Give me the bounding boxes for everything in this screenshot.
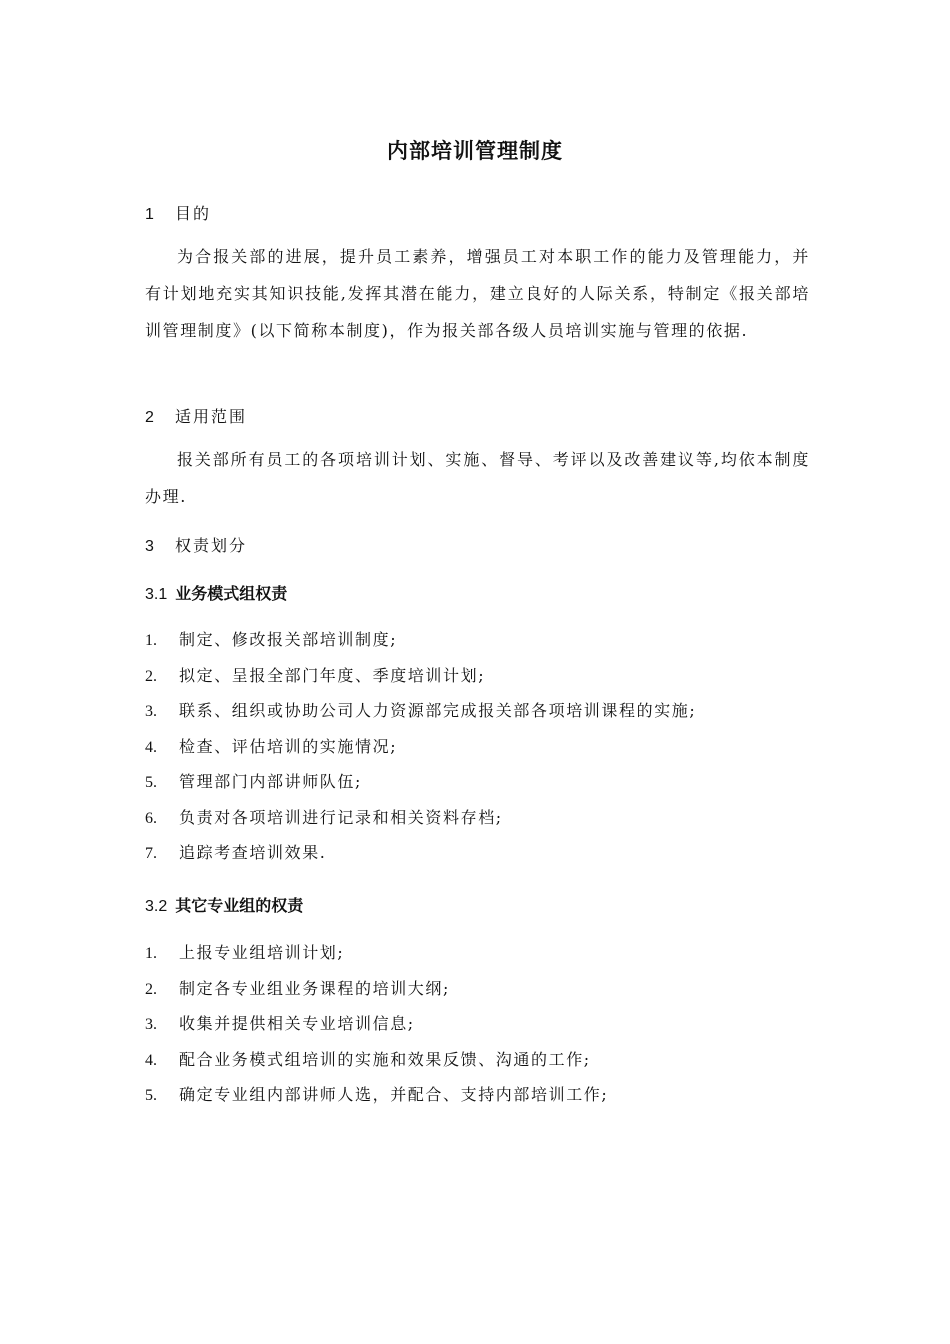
section-title: 适用范围 — [175, 407, 248, 426]
section-3-heading — [145, 533, 247, 556]
list-item — [145, 1082, 608, 1118]
list-item-text: 联系、组织或协助公司人力资源部完成报关部各项培训课程的实施; — [179, 701, 697, 720]
list-item-number: 6. — [145, 809, 157, 827]
list-item — [145, 805, 696, 841]
list-item-number: 2. — [145, 980, 157, 998]
section-2-body — [145, 441, 810, 515]
list-item-text: 负责对各项培训进行记录和相关资料存档; — [179, 807, 503, 827]
section-2-heading — [145, 404, 247, 427]
list-item-number: 4. — [145, 1051, 157, 1069]
list-item-text: 制定、修改报关部培训制度; — [179, 630, 398, 649]
paragraph: 为合报关部的进展，提升员工素养，增强员工对本职工作的能力及管理能力，并有计划地充实其知识技能,发挥其潜在能力，建立良好的人际关系，特制定《报关部培训管理制度》(以下简称本制度)，作为报关部各级人员培训实施与管理的依据. — [145, 247, 810, 340]
list-item-number: 5. — [145, 1087, 157, 1104]
list-item — [145, 1047, 608, 1083]
section-1-heading — [145, 201, 211, 224]
section-number: 1 — [145, 206, 154, 223]
subsection-number: 3.2 — [145, 898, 168, 915]
subsection-3-1-heading — [145, 581, 287, 604]
list-item-text: 配合业务模式组培训的实施和效果反馈、沟通的工作; — [179, 1049, 591, 1069]
document-title: 内部培训管理制度 — [387, 139, 563, 163]
subsection-title: 业务模式组权责 — [175, 584, 288, 603]
list-item — [145, 663, 696, 699]
section-1-body — [145, 238, 810, 349]
list-item-text: 管理部门内部讲师队伍; — [179, 772, 362, 791]
list-item-number: 7. — [145, 845, 157, 862]
subsection-title: 其它专业组的权责 — [175, 896, 304, 915]
list-item — [145, 840, 696, 876]
list-item — [145, 627, 696, 663]
list-item-number: 4. — [145, 738, 157, 756]
list-item — [145, 769, 696, 805]
list-item-number: 5. — [145, 774, 157, 791]
subsection-3-2-list — [145, 940, 608, 1118]
list-item — [145, 1011, 608, 1047]
list-item — [145, 976, 608, 1012]
section-title: 权责划分 — [175, 536, 248, 555]
section-title: 目的 — [175, 204, 212, 223]
list-item-text: 制定各专业组业务课程的培训大纲; — [179, 978, 450, 998]
section-number: 2 — [145, 409, 154, 426]
subsection-3-2-heading — [145, 893, 303, 916]
list-item-text: 收集并提供相关专业培训信息; — [179, 1014, 415, 1033]
paragraph: 报关部所有员工的各项培训计划、实施、督导、考评以及改善建议等,均依本制度办理. — [145, 450, 810, 506]
list-item — [145, 698, 696, 734]
subsection-number: 3.1 — [145, 586, 168, 603]
section-number: 3 — [145, 538, 154, 555]
list-item-number: 2. — [145, 667, 157, 685]
list-item-text: 追踪考查培训效果. — [179, 843, 327, 862]
list-item — [145, 940, 608, 976]
list-item-text: 检查、评估培训的实施情况; — [179, 736, 398, 756]
list-item-number: 3. — [145, 703, 157, 720]
list-item-number: 3. — [145, 1016, 157, 1033]
list-item-text: 上报专业组培训计划; — [179, 943, 345, 962]
list-item-text: 确定专业组内部讲师人选，并配合、支持内部培训工作; — [179, 1085, 609, 1104]
subsection-3-1-list — [145, 627, 696, 876]
list-item-text: 拟定、呈报全部门年度、季度培训计划; — [179, 665, 486, 685]
list-item-number: 1. — [145, 632, 157, 649]
list-item — [145, 734, 696, 770]
list-item-number: 1. — [145, 945, 157, 962]
